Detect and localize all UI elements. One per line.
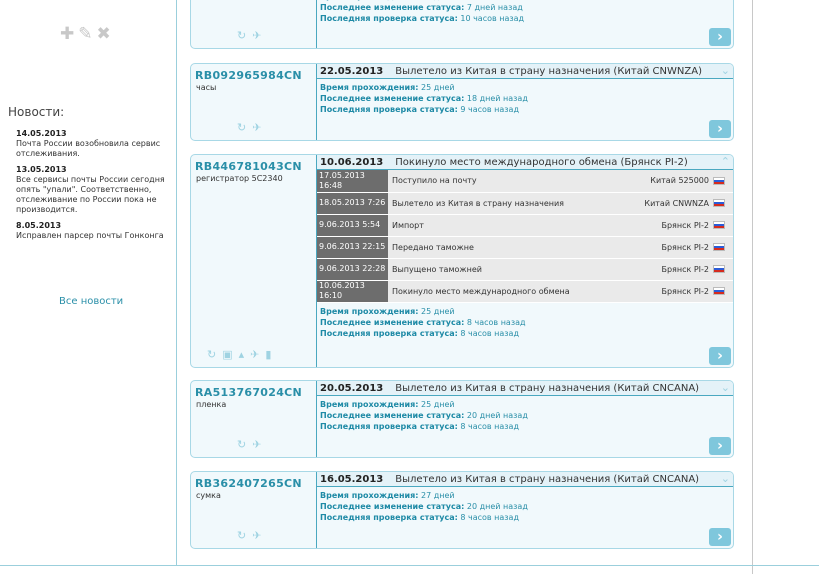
event-operation: Поступило на почту — [388, 170, 623, 192]
news-text: Исправлен парсер почты Гонконга — [16, 231, 164, 240]
refresh-icon[interactable]: ↻ — [207, 348, 217, 361]
chevron-up-icon[interactable]: ⌃ — [720, 155, 730, 168]
bottom-divider — [0, 565, 819, 566]
table-row — [317, 192, 733, 214]
tool-icons — [60, 26, 111, 43]
news-text: Почта России возобновила сервис отслеживания. — [16, 139, 161, 158]
chart-icon[interactable]: ▮ — [265, 348, 272, 361]
track-number[interactable]: RB092965984CN — [195, 69, 302, 82]
event-datetime: 9.06.2013 22:28 — [317, 258, 388, 280]
news-list — [16, 129, 166, 247]
satellite-icon[interactable]: ✈ — [252, 529, 262, 542]
event-location: Брянск PI-2 — [623, 258, 713, 280]
russia-flag-icon — [713, 221, 725, 229]
table-row — [317, 280, 733, 302]
event-location: Китай 525000 — [623, 170, 713, 192]
chevron-right-icon[interactable]: › — [709, 437, 731, 455]
russia-flag-icon — [713, 243, 725, 251]
card-icons — [207, 348, 271, 361]
content-divider — [176, 0, 177, 566]
russia-flag-icon — [713, 287, 725, 295]
satellite-icon[interactable]: ✈ — [252, 438, 262, 451]
satellite-icon[interactable]: ✈ — [252, 121, 262, 134]
chevron-down-icon[interactable]: ⌄ — [720, 64, 730, 77]
news-item — [16, 129, 166, 159]
status-date: 10.06.2013 — [320, 156, 384, 168]
news-item — [16, 221, 166, 241]
parcel-description: сумка — [196, 491, 221, 500]
event-location: Брянск PI-2 — [623, 214, 713, 236]
status-date: 16.05.2013 — [320, 473, 384, 485]
status-bar[interactable] — [317, 472, 733, 487]
status-text: Вылетело из Китая в страну назначения (Китай CNCANA) — [395, 382, 700, 394]
news-date: 13.05.2013 — [16, 165, 67, 174]
russia-flag-icon — [713, 265, 725, 273]
plus-icon[interactable]: ✚ — [60, 24, 75, 44]
refresh-icon[interactable]: ↻ — [237, 529, 247, 542]
event-operation: Вылетело из Китая в страну назначения — [388, 192, 623, 214]
events-table — [317, 170, 733, 303]
status-text: Покинуло место международного обмена (Брянск PI-2) — [395, 156, 688, 168]
table-row — [317, 258, 733, 280]
satellite-icon[interactable]: ✈ — [250, 348, 260, 361]
table-row — [317, 236, 733, 258]
status-bar[interactable] — [317, 381, 733, 396]
track-number[interactable]: RB362407265CN — [195, 477, 302, 490]
status-date: 22.05.2013 — [320, 65, 384, 77]
satellite-icon[interactable]: ✈ — [252, 29, 262, 42]
event-location: Брянск PI-2 — [623, 236, 713, 258]
russia-flag-icon — [713, 199, 725, 207]
parcel-info: Время прохождения: 27 дней Последнее изменение статуса: 20 дней назад Последняя проверка статуса: 8 часов назад — [320, 491, 528, 522]
refresh-icon[interactable]: ↻ — [237, 438, 247, 451]
parcel-description: регистратор 5С2340 — [196, 174, 283, 183]
parcel-card — [190, 63, 734, 141]
parcel-info: Последнее изменение статуса: 7 дней назад Последняя проверка статуса: 10 часов назад — [320, 3, 525, 23]
event-operation: Выпущено таможней — [388, 258, 623, 280]
cross-icon[interactable]: ✖ — [96, 24, 111, 44]
parcel-description: часы — [196, 83, 217, 92]
bag-icon[interactable]: ▴ — [238, 348, 245, 361]
card-icons — [237, 438, 261, 451]
card-icons — [237, 121, 261, 134]
refresh-icon[interactable]: ↻ — [237, 29, 247, 42]
news-date: 14.05.2013 — [16, 129, 67, 138]
russia-flag-icon — [713, 177, 725, 185]
table-row — [317, 214, 733, 236]
event-location: Китай CNWNZA — [623, 192, 713, 214]
status-date: 20.05.2013 — [320, 382, 384, 394]
chevron-right-icon[interactable]: › — [709, 528, 731, 546]
parcel-info: Время прохождения: 25 дней Последнее изменение статуса: 8 часов назад Последняя проверка статуса: 8 часов назад — [320, 306, 526, 338]
event-operation: Импорт — [388, 214, 623, 236]
news-date: 8.05.2013 — [16, 221, 62, 230]
sidebar — [0, 0, 176, 566]
refresh-icon[interactable]: ↻ — [237, 121, 247, 134]
event-datetime: 18.05.2013 7:26 — [317, 192, 388, 214]
parcel-card — [190, 154, 734, 368]
parcel-info: Время прохождения: 25 дней Последнее изменение статуса: 20 дней назад Последняя проверка статуса: 8 часов назад — [320, 400, 528, 431]
track-number[interactable]: RA513767024CN — [195, 386, 303, 399]
card-icons — [237, 29, 261, 42]
chevron-right-icon[interactable]: › — [709, 120, 731, 138]
event-operation: Покинуло место международного обмена — [388, 280, 623, 302]
event-datetime: 9.06.2013 5:54 — [317, 214, 388, 236]
chevron-down-icon[interactable]: ⌄ — [720, 472, 730, 485]
table-row — [317, 170, 733, 192]
card-icons — [237, 529, 261, 542]
news-item — [16, 165, 166, 215]
parcel-card — [190, 471, 734, 549]
chevron-right-icon[interactable]: › — [709, 347, 731, 365]
chevron-right-icon[interactable]: › — [709, 28, 731, 46]
status-bar[interactable] — [317, 155, 733, 170]
track-number[interactable]: RB446781043CN — [195, 160, 302, 173]
status-text: Вылетело из Китая в страну назначения (Китай CNCANA) — [395, 473, 700, 485]
status-bar[interactable] — [317, 64, 733, 79]
all-news-link[interactable]: Все новости — [59, 296, 124, 307]
event-datetime: 10.06.2013 16:10 — [317, 280, 388, 302]
parcel-info: Время прохождения: 25 дней Последнее изменение статуса: 18 дней назад Последняя проверка статуса: 9 часов назад — [320, 83, 528, 114]
parcel-card — [190, 380, 734, 458]
news-text: Все сервисы почты России сегодня опять "упали". Соответственно, отслеживание по России пока не производится. — [16, 175, 165, 214]
event-operation: Передано таможне — [388, 236, 623, 258]
parcel-description: пленка — [196, 400, 227, 409]
status-text: Вылетело из Китая в страну назначения (Китай CNWNZA) — [395, 65, 702, 77]
event-location: Брянск PI-2 — [623, 280, 713, 302]
image-icon[interactable]: ▣ — [222, 348, 233, 361]
event-datetime: 17.05.2013 16:48 — [317, 170, 388, 192]
event-datetime: 9.06.2013 22:15 — [317, 236, 388, 258]
pencil-icon[interactable]: ✎ — [78, 24, 93, 44]
chevron-down-icon[interactable]: ⌄ — [720, 381, 730, 394]
right-divider — [752, 0, 753, 574]
news-heading: Новости: — [8, 105, 65, 119]
parcel-card — [190, 0, 734, 49]
